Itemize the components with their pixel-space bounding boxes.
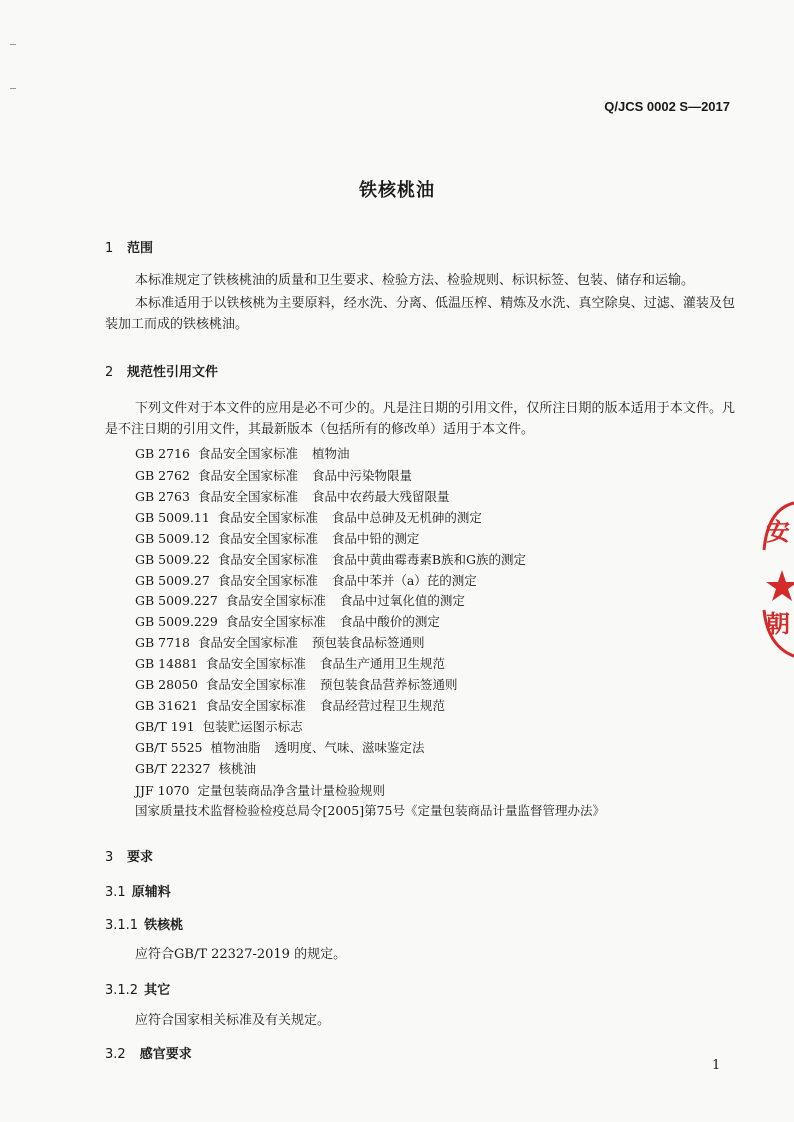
reference-item — [135, 759, 270, 777]
reference-title-part: 食品安全国家标准 — [217, 510, 318, 525]
section-title: 规范性引用文件 — [127, 365, 219, 380]
reference-title-part: 定量包装商品净含量计量检验规则 — [197, 783, 385, 798]
margin-mark — [10, 88, 16, 89]
reference-title-part: 食品中过氧化值的测定 — [339, 593, 465, 608]
reference-code: GB 2762 — [135, 468, 190, 483]
red-seal-stamp — [760, 500, 794, 660]
reference-code: GB 28050 — [135, 677, 198, 692]
subsection-title: 铁核桃 — [144, 918, 184, 933]
reference-title-part: 核桃油 — [218, 761, 256, 776]
reference-title-part: 食品生产通用卫生规范 — [319, 656, 445, 671]
subsection-3-1-1-text: 应符合GB/T 22327-2019 的规定。 — [135, 947, 347, 962]
reference-title-part: 植物油脂 — [210, 740, 261, 755]
reference-code: GB 14881 — [135, 656, 198, 671]
reference-title-part: 食品安全国家标准 — [217, 552, 318, 567]
reference-item — [135, 571, 477, 589]
reference-title-part: 食品中酸价的测定 — [339, 614, 440, 629]
reference-item — [135, 508, 482, 526]
section-1-paragraph-1: 本标准规定了铁核桃油的质量和卫生要求、检验方法、检验规则、标识标签、包装、储存和运输。 — [135, 273, 695, 288]
reference-code: GB/T 191 — [135, 719, 195, 734]
reference-item — [135, 696, 445, 714]
reference-code: GB 5009.12 — [135, 531, 210, 546]
section-2-heading — [105, 361, 218, 380]
reference-title-part: 食品安全国家标准 — [205, 677, 306, 692]
reference-item — [135, 717, 317, 735]
reference-code: 国家质量技术监督检验检疫总局令[2005]第75号《定量包装商品计量监督管理办法》 — [135, 803, 605, 818]
reference-title-part: 食品经营过程卫生规范 — [319, 698, 445, 713]
reference-title-part: 食品中总砷及无机砷的测定 — [331, 510, 482, 525]
section-number: 1 — [105, 241, 114, 256]
subsection-number: 3.1.1 — [105, 918, 139, 933]
reference-item — [135, 444, 350, 462]
reference-item — [135, 654, 445, 672]
section-title: 范围 — [127, 241, 154, 256]
reference-item — [135, 529, 419, 547]
reference-title-part: 预包装食品标签通则 — [311, 635, 425, 650]
reference-title-part: 食品中铅的测定 — [331, 531, 420, 546]
subsection-3-1-1-heading — [105, 914, 183, 933]
svg-text:安: 安 — [766, 518, 790, 546]
reference-code: GB 5009.229 — [135, 614, 218, 629]
reference-title-part: 食品安全国家标准 — [225, 614, 326, 629]
reference-title-part: 食品安全国家标准 — [205, 698, 306, 713]
reference-item — [135, 633, 425, 651]
reference-code: JJF 1070 — [135, 783, 190, 798]
reference-code: GB 5009.27 — [135, 573, 210, 588]
subsection-title: 感官要求 — [139, 1047, 192, 1062]
reference-title-part: 植物油 — [311, 446, 350, 461]
reference-item — [135, 738, 425, 756]
svg-text:朝: 朝 — [766, 610, 790, 638]
reference-code: GB 2763 — [135, 489, 190, 504]
reference-item — [135, 550, 526, 568]
section-1-paragraph-2: 本标准适用于以铁核桃为主要原料，经水洗、分离、低温压榨、精炼及水洗、真空除臭、过滤、灌装及包装加工而成的铁核桃油。 — [105, 296, 735, 332]
reference-code: GB 2716 — [135, 446, 190, 461]
subsection-3-2-heading — [105, 1043, 192, 1062]
reference-item — [135, 487, 450, 505]
reference-item — [135, 675, 457, 693]
reference-title-part: 食品中污染物限量 — [311, 468, 412, 483]
reference-title-part: 食品安全国家标准 — [197, 635, 298, 650]
reference-code: GB 5009.227 — [135, 593, 218, 608]
reference-title-part: 食品中黄曲霉毒素B族和G族的测定 — [331, 552, 527, 567]
reference-title-part: 食品安全国家标准 — [217, 573, 318, 588]
section-2-intro: 下列文件对于本文件的应用是必不可少的。凡是注日期的引用文件，仅所注日期的版本适用于本文件。凡是不注日期的引用文件，其最新版本（包括所有的修改单）适用于本文件。 — [105, 401, 735, 437]
reference-code: GB 5009.11 — [135, 510, 210, 525]
document-title: 铁核桃油 — [359, 180, 435, 201]
reference-item — [135, 781, 399, 799]
reference-item — [135, 801, 613, 819]
reference-title-part: 透明度、气味、滋味鉴定法 — [274, 740, 425, 755]
reference-title-part: 包装贮运图示标志 — [202, 719, 303, 734]
reference-code: GB/T 5525 — [135, 740, 203, 755]
reference-code: GB 5009.22 — [135, 552, 210, 567]
subsection-number: 3.1.2 — [105, 983, 139, 998]
reference-code: GB 31621 — [135, 698, 198, 713]
section-number: 2 — [105, 365, 114, 380]
page-number: 1 — [712, 1058, 721, 1073]
reference-title-part: 预包装食品营养标签通则 — [319, 677, 458, 692]
subsection-title: 其它 — [144, 983, 171, 998]
reference-code: GB 7718 — [135, 635, 190, 650]
reference-title-part: 食品安全国家标准 — [205, 656, 306, 671]
reference-title-part: 食品安全国家标准 — [197, 468, 298, 483]
subsection-3-1-2-text: 应符合国家相关标准及有关规定。 — [135, 1013, 331, 1028]
reference-item — [135, 612, 440, 630]
section-3-heading — [105, 846, 153, 865]
subsection-number: 3.1 — [105, 885, 126, 900]
subsection-number: 3.2 — [105, 1047, 126, 1062]
reference-title-part: 食品中农药最大残留限量 — [311, 489, 450, 504]
section-title: 要求 — [127, 850, 154, 865]
reference-title-part: 食品安全国家标准 — [197, 446, 298, 461]
margin-mark — [10, 44, 16, 45]
reference-title-part: 食品安全国家标准 — [197, 489, 298, 504]
subsection-3-1-2-heading — [105, 979, 170, 998]
reference-title-part: 食品中苯并（a）芘的测定 — [331, 573, 477, 588]
reference-item — [135, 591, 465, 609]
reference-item — [135, 466, 412, 484]
subsection-title: 原辅料 — [131, 885, 171, 900]
reference-title-part: 食品安全国家标准 — [225, 593, 326, 608]
standard-code: Q/JCS 0002 S—2017 — [604, 99, 730, 114]
reference-code: GB/T 22327 — [135, 761, 211, 776]
section-number: 3 — [105, 850, 114, 865]
reference-title-part: 食品安全国家标准 — [217, 531, 318, 546]
section-1-heading — [105, 237, 153, 256]
subsection-3-1-heading — [105, 881, 171, 900]
